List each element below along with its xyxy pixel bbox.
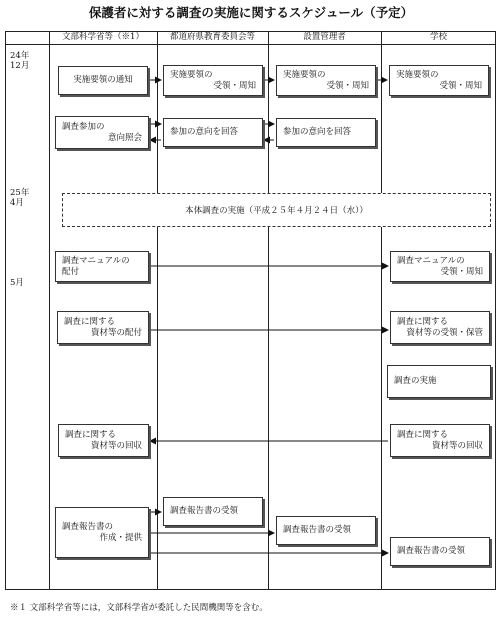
box-mext-inquiry: 調査参加の 意向照会 [55, 116, 149, 149]
box-admin-receive: 実施要領の 受領・周知 [276, 65, 376, 96]
box-mext-collect: 調査に関する 資材等の回収 [58, 424, 149, 457]
box-admin-report: 調査報告書の受領 [276, 516, 376, 545]
box-school-conduct: 調査の実施 [387, 365, 491, 398]
box-pref-report: 調査報告書の受領 [163, 497, 263, 526]
box-admin-reply: 参加の意向を回答 [276, 118, 376, 147]
box-pref-reply: 参加の意向を回答 [163, 118, 263, 147]
footnote: ※１ 文部科学省等には，文部科学省が委託した民間機関等を含む。 [10, 603, 268, 613]
box-mext-manual: 調査マニュアルの 配付 [55, 251, 149, 282]
box-school-receive: 実施要領の 受領・周知 [389, 65, 489, 96]
column-header-prefecture: 都道府県教育委員会等 [169, 32, 255, 42]
date-label-2013-05: 5月 [10, 278, 24, 288]
column-header-school: 学校 [429, 32, 447, 42]
diagram-title: 保護者に対する調査の実施に関するスケジュール（予定） [88, 5, 414, 20]
survey-implementation-banner: 本体調査の実施（平成２５年４月２４日（水）） [62, 193, 491, 227]
box-school-materials: 調査に関する 資材等の受領・保管 [390, 311, 490, 344]
date-label-2013-04: 25年 4月 [10, 188, 30, 208]
box-school-manual: 調査マニュアルの 受領・周知 [390, 251, 490, 282]
column-header-administrator: 設置管理者 [303, 32, 346, 42]
box-school-report: 調査報告書の受領 [390, 537, 490, 566]
box-pref-receive: 実施要領の 受領・周知 [163, 65, 263, 96]
box-mext-report: 調査報告書の 作成・提供 [55, 507, 149, 558]
box-mext-notify: 実施要領の通知 [58, 66, 148, 95]
date-label-2012-12: 24年 12月 [10, 51, 30, 71]
box-mext-materials: 調査に関する 資材等の配付 [57, 311, 149, 344]
column-header-mext: 文部科学省等（※1） [62, 32, 144, 42]
box-school-return: 調査に関する 資材等の回収 [390, 424, 490, 457]
